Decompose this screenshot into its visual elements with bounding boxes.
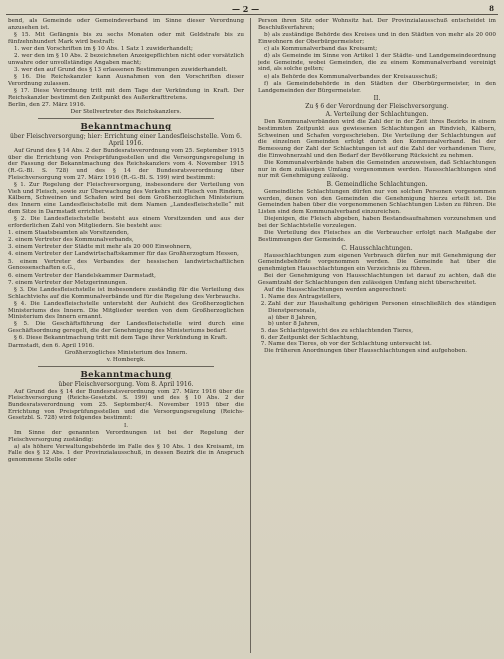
- list-item: 4. einem Vertreter der Landwirtschaftskammer für das Großherzogtum Hessen,: [8, 251, 239, 258]
- section-title: Bekanntmachung: [80, 121, 172, 132]
- paragraph: b) als zuständige Behörde des Kreises und in den Städten von mehr als 20 000 Einwohnern der Oberbürgermeister;: [258, 31, 496, 45]
- paragraph: c) als Kommunalverband das Kreisamt;: [264, 45, 378, 52]
- paragraph: § 4. Die Landesfleischstelle untersteht der Aufsicht des Großherzoglichen Ministeriums des Innern. Die Mitglieder werden von dem Großherzoglichen Ministerium des Innern ernannt.: [8, 300, 244, 321]
- left-intro: [8, 18, 244, 101]
- list-item: 7. einem Vertreter der Metzgerinnungen.: [8, 279, 128, 286]
- paragraph: § 15. Mit Gefängnis bis zu sechs Monaten oder mit Geldstrafe bis zu fünfzehnhundert Mark wird bestraft:: [8, 31, 244, 45]
- paragraph: 1. wer den Vorschriften im § 10 Abs. 1 Satz 1 zuwiderhandelt;: [14, 45, 193, 52]
- section-subtitle: über Fleischversorgung. Vom 8. April 1916.: [58, 380, 194, 388]
- signer: v. Hombergk.: [106, 356, 146, 363]
- paragraph: § 2. Die Landesfleischstelle besteht aus einem Vorsitzenden und aus der erforderlichen Zahl von Mitgliedern. Sie besteht aus:: [8, 215, 244, 229]
- corner-mark: 8: [489, 4, 494, 13]
- column-divider: [250, 18, 251, 653]
- paragraph: Den Kommunalverbänden wird die Zahl der in der Zeit ihres Bezirks in einem bestimmten Zeitpunkt aus gewiesenen Schlachtungen an Rindvieh, Kälbern, Schweinen und Schafen vorgeschrieben. Die Verteilung der Schlachtungen auf die einzelnen Gemeinden erfolgt durch den Kommunalverband. Bei der Bemessung der Zahl der Schlachtungen ist auf die Zahl der vorhandenen Tiere, die Einwohnerzahl und den Bedarf der Bevölkerung Rücksicht zu nehmen.: [258, 119, 496, 159]
- paragraph: § 16. Die Reichskanzler kann Ausnahmen von den Vorschriften dieser Verordnung zulassen.: [8, 74, 244, 87]
- list-item: 2. Zahl der zur Haushaltung gehörigen Personen einschließlich des ständigen Dienstpersonals,: [268, 301, 496, 314]
- subsection-heading: A. Verteilung der Schlachtungen.: [325, 111, 429, 119]
- section-title: Bekanntmachung: [80, 369, 172, 380]
- subsection-heading: C. Hausschlachtungen.: [341, 244, 413, 252]
- section-subtitle: Zu § 6 der Verordnung der Fleischversorgung.: [305, 103, 449, 111]
- paragraph: Im Sinne der genannten Verordnungen ist bei der Regelung der Fleischversorgung zuständig:: [8, 429, 244, 443]
- subsection-heading: B. Gemeindliche Schlachtungen.: [326, 181, 428, 189]
- header-rule: [6, 14, 498, 15]
- paragraph: 3. wer den auf Grund des § 13 erlassenen Bestimmungen zuwiderhandelt.: [14, 66, 228, 73]
- paragraph: Auf die Hausschlachtungen werden angerechnet:: [264, 287, 407, 294]
- list-item: 5. das Schlachtgewicht des zu schlachtenden Tieres,: [268, 328, 496, 335]
- list-item: 3. einem Vertreter der Städte mit mehr als 20 000 Einwohnern,: [8, 244, 192, 251]
- list-item: 1. einem Staatsbeamten als Vorsitzenden,: [8, 229, 129, 236]
- paragraph: § 17. Diese Verordnung tritt mit dem Tage der Verkündung in Kraft. Der Reichskanzler bestimmt den Zeitpunkt des Außerkrafttretens.: [8, 88, 244, 101]
- section-rule: [38, 118, 214, 119]
- signer: Der Stellvertreter des Reichskanzlers.: [70, 109, 182, 116]
- ministry: Großherzogliches Ministerium des Innern.: [64, 349, 188, 356]
- page-header: [0, 4, 504, 14]
- paragraph: Gemeindliche Schlachtungen dürfen nur von solchen Personen vorgenommen werden, denen von den Gemeinden die Genehmigung hierzu erteilt ist. Die Gemeinden haben über die vorgenommenen Schlachtungen Listen zu führen. Die Listen sind dem Kommunalverband einzureichen.: [258, 189, 496, 216]
- section-subtitle: über Fleischversorgung; hier: Errichtung einer Landesfleischstelle. Vom 6. April 1916.: [9, 132, 242, 147]
- left-column: [8, 18, 244, 653]
- paragraph: 2. wer den im § 10 Abs. 2 bezeichneten Anzeigepflichten nicht oder vorsätzlich unwahre oder unvollständige Angaben macht;: [8, 53, 244, 66]
- paragraph: § 5. Die Geschäftsführung der Landesfleischstelle wird durch eine Geschäftsordnung geregelt, die der Genehmigung des Ministeriums bedarf.: [8, 321, 244, 335]
- list-item: 2. einem Vertreter des Kommunalverbands,: [8, 236, 134, 243]
- list-item: 1. Name des Antragstellers,: [268, 294, 496, 301]
- paragraph: § 1. Zur Regelung der Fleischversorgung, insbesondere der Verteilung von Vieh und Fleisch, sowie zur Überwachung des Verkehrs mit Fleisch von Rindern, Kälbern, Schweinen und Schafen wird bei dem Großherzoglichen Ministerium des Innern eine Landesfleischstelle mit dem Namen „Landesfleischstelle“ mit dem Sitze in Darmstadt errichtet.: [8, 181, 244, 215]
- paragraph: Die früheren Anordnungen über Hausschlachtungen sind aufgehoben.: [264, 348, 468, 355]
- paragraph: Bei der Genehmigung von Hausschlachtungen ist darauf zu achten, daß die Gesamtzahl der Schlachtungen den zulässigen Umfang nicht überschreitet.: [258, 273, 496, 286]
- paragraph: § 6. Diese Bekanntmachung tritt mit dem Tage ihrer Verkündung in Kraft.: [14, 335, 228, 342]
- paragraph: e) als Behörde des Kommunalverbandes der Kreisausschuß;: [264, 73, 438, 80]
- list-item: 6. der Zeitpunkt der Schlachtung,: [268, 335, 496, 342]
- section-rule: [38, 366, 214, 367]
- paragraph: § 3. Die Landesfleischstelle ist insbesondere zuständig für die Verteilung des Schlachtviehs auf die Kommunalverbände und für die Regelung des Verbrauchs.: [8, 286, 244, 300]
- paragraph: Die Kommunalverbände haben die Gemeinden anzuweisen, daß Schlachtungen nur in dem zulässigen Umfang vorgenommen werden. Hausschlachtungen sind nur mit Genehmigung zulässig.: [258, 159, 496, 180]
- right-column: [258, 18, 496, 653]
- roman-heading: II.: [373, 95, 381, 103]
- paragraph: Auf Grund des § 14 der Bundesratsverordnung vom 27. März 1916 über die Fleischversorgung (Reichs-Gesetzbl. S. 199) und des § 10 Abs. 2 der Bundesratsverordnung vom 25. September/4. November 1915 über die Errichtung von Preisprüfungsstellen und die Versorgungsregelung (Reichs-Gesetzbl. S. 728) wird folgendes bestimmt:: [8, 388, 244, 422]
- paragraph: Person ihren Sitz oder Wohnsitz hat. Der Provinzialausschuß entscheidet im Beschlußverfahren;: [258, 18, 496, 31]
- right-intro: [258, 18, 496, 94]
- paragraph: Auf Grund des § 14 Abs. 2 der Bundesratsverordnung vom 25. September 1915 über die Errichtung von Preisprüfungsstellen und die Versorgungsregelung in der Fassung der Bekanntmachung des Reichskanzlers vom 4. November 1915 (R.-G.-Bl. S. 728) und des § 14 der Bundesratsverordnung über Fleischversorgung vom 27. März 1916 (R.-G.-Bl. S. 199) wird bestimmt:: [8, 147, 244, 181]
- section-body: [8, 389, 244, 464]
- list-item: 6. einem Vertreter der Handelskammer Darmstadt,: [8, 272, 156, 279]
- section-body: [8, 148, 244, 342]
- paragraph: a) als höhere Verwaltungsbehörde im Falle des § 10 Abs. 1 des Kreisamt, im Falle des § 12 Abs. 1 der Provinzialausschuß, in dessen Bezirk die in Anspruch genommene Stelle oder: [8, 443, 244, 464]
- numbered-list: [258, 294, 496, 348]
- place-date: Darmstadt, den 6. April 1916.: [8, 342, 95, 349]
- paragraph: Hausschlachtungen zum eigenen Verbrauch dürfen nur mit Genehmigung der Gemeindebehörde vorgenommen werden. Die Gemeinde hat über die genehmigten Hausschlachtungen ein Verzeichnis zu führen.: [258, 252, 496, 273]
- place-date: Berlin, den 27. März 1916.: [8, 101, 86, 108]
- list-item: 5. einem Vertreter des Verbandes der hessischen landwirtschaftlichen Genossenschaften e.G.,: [8, 258, 244, 272]
- paragraph: Die Verteilung des Fleisches an die Verbraucher erfolgt nach Maßgabe der Bestimmungen der Gemeinde.: [258, 230, 496, 243]
- paragraph: f) als Gemeindebehörde in den Städten der Oberbürgermeister, in den Landgemeinden der Bürgermeister.: [258, 80, 496, 94]
- list-item: 7. Name des Tieres, ob vor der Schlachtung untersucht ist.: [268, 341, 496, 348]
- paragraph: d) als Gemeinde im Sinne von Artikel 1 der Städte- und Landgemeindeordnung jede Gemeinde, wobei Gemeinden, die zu einem Kommunalverband vereinigt sind, als solche gelten;: [258, 53, 496, 73]
- page-number: — 2 —: [232, 4, 260, 14]
- list-item: a) über 8 Jahren,: [268, 314, 317, 321]
- list-item: b) unter 8 Jahren,: [268, 321, 320, 328]
- paragraph: Diejenigen, die Fleisch abgeben, haben Bestandsaufnahmen vorzunehmen und bei der Schlachtstelle vorzulegen.: [258, 216, 496, 230]
- roman-heading: I.: [123, 422, 129, 429]
- paragraph: bend, als Gemeinde oder Gemeindeverband im Sinne dieser Verordnung anzusehen ist.: [8, 18, 244, 31]
